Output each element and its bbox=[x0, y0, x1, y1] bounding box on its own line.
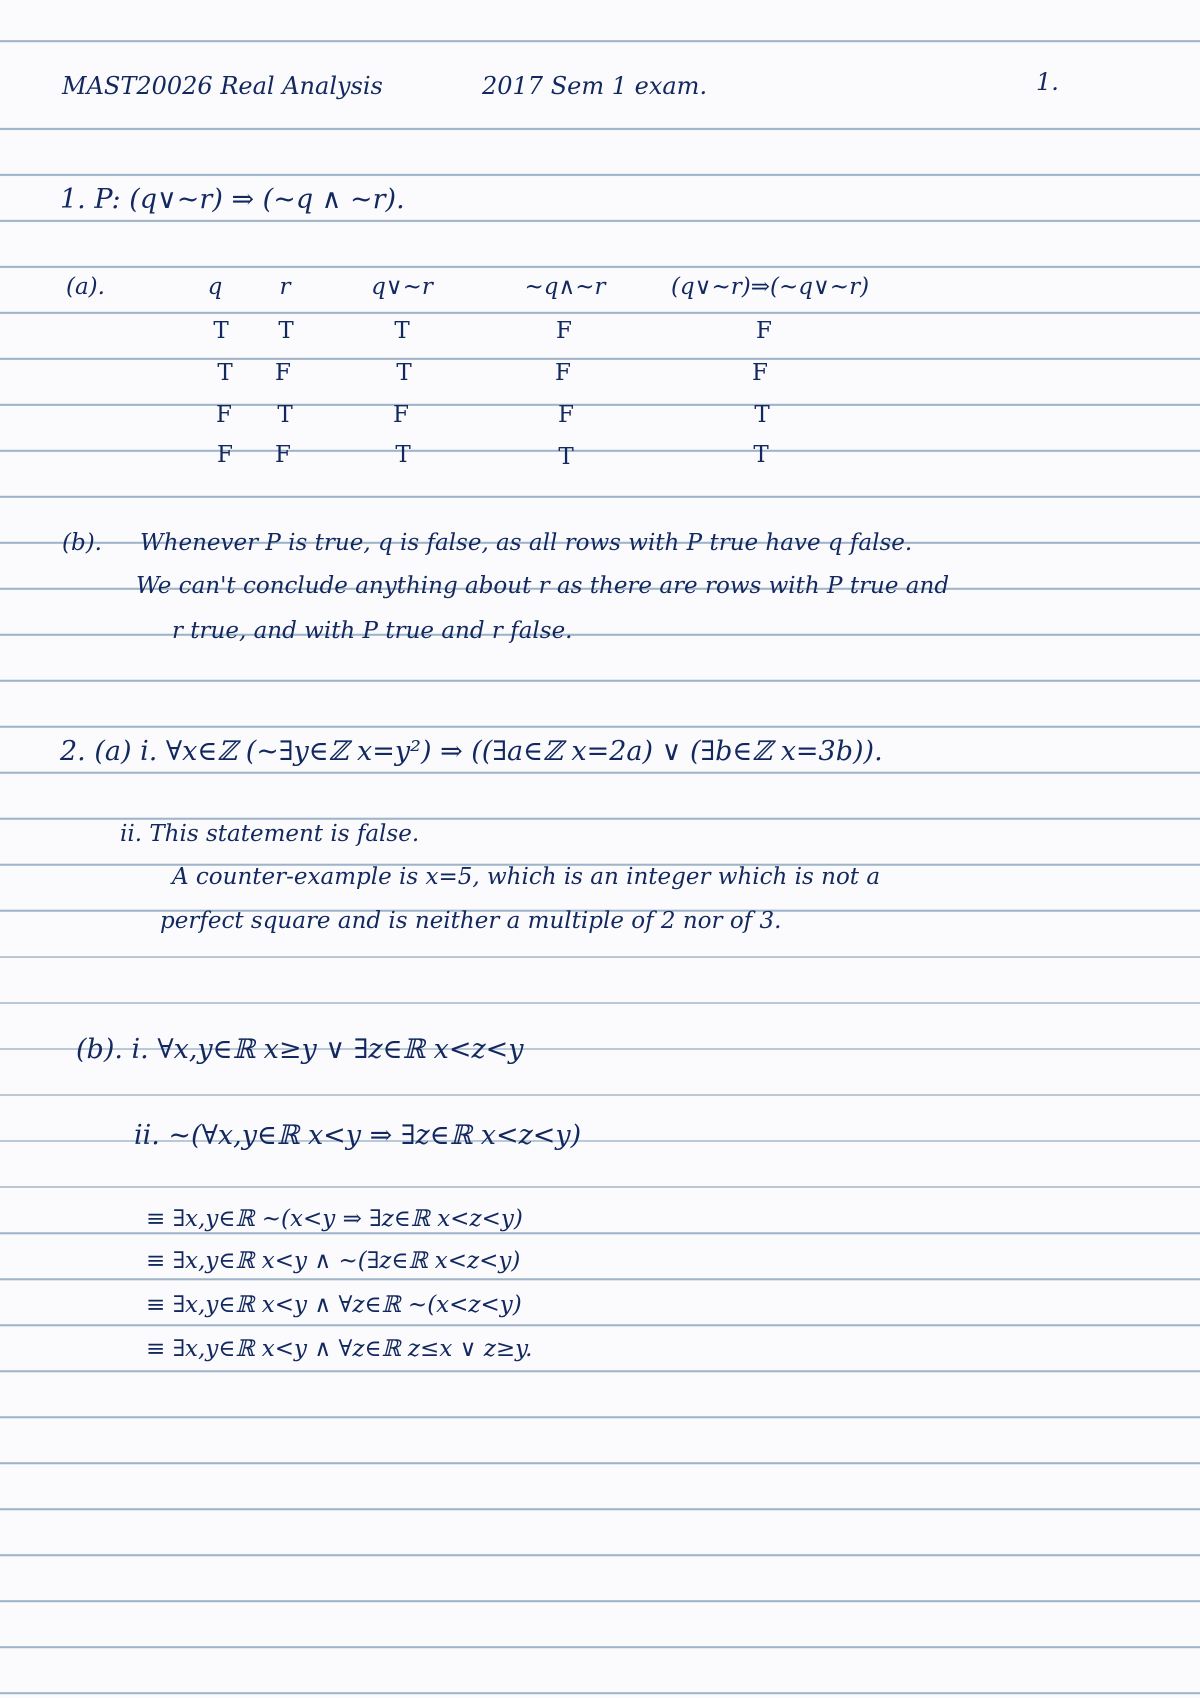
q1-statement: 1. P: (q∨~r) ⇒ (~q ∧ ~r). bbox=[60, 184, 405, 215]
table-header-cell: r bbox=[279, 274, 291, 300]
table-cell: T bbox=[754, 402, 770, 428]
q1-part-a-label: (a). bbox=[66, 274, 105, 300]
answer-line: perfect square and is neither a multiple of 2 nor of 3. bbox=[160, 908, 782, 934]
exam-title: 2017 Sem 1 exam. bbox=[482, 72, 708, 100]
q2-b-i-statement: (b). i. ∀x,y∈ℝ x≥y ∨ ∃z∈ℝ x<z<y bbox=[76, 1034, 524, 1065]
table-header-cell: q bbox=[207, 274, 223, 300]
table-cell: T bbox=[753, 442, 769, 468]
q2-b-ii-statement: ii. ~(∀x,y∈ℝ x<y ⇒ ∃z∈ℝ x<z<y) bbox=[134, 1120, 582, 1151]
q2-a-i-statement: 2. (a) i. ∀x∈ℤ (~∃y∈ℤ x=y²) ⇒ ((∃a∈ℤ x=2a) ∨ (∃b∈ℤ x=3b)). bbox=[60, 736, 883, 767]
answer-line: r true, and with P true and r false. bbox=[172, 618, 573, 644]
derivation-step: ≡ ∃x,y∈ℝ x<y ∧ ~(∃z∈ℝ x<z<y) bbox=[146, 1248, 521, 1274]
derivation-step: ≡ ∃x,y∈ℝ x<y ∧ ∀z∈ℝ ~(x<z<y) bbox=[146, 1292, 522, 1318]
course-title: MAST20026 Real Analysis bbox=[62, 72, 383, 100]
answer-line: A counter-example is x=5, which is an integer which is not a bbox=[172, 864, 881, 890]
answer-line: ii. This statement is false. bbox=[120, 821, 420, 847]
table-cell: F bbox=[752, 360, 768, 386]
page-number: 1. bbox=[1036, 68, 1059, 96]
table-cell: F bbox=[558, 402, 574, 428]
table-cell: T bbox=[396, 360, 412, 386]
answer-line: We can't conclude anything about r as there are rows with P true and bbox=[136, 573, 950, 599]
table-cell: F bbox=[275, 442, 291, 468]
derivation-step: ≡ ∃x,y∈ℝ ~(x<y ⇒ ∃z∈ℝ x<z<y) bbox=[146, 1206, 523, 1232]
table-cell: F bbox=[393, 402, 409, 428]
table-cell: T bbox=[278, 318, 294, 344]
table-cell: T bbox=[213, 318, 229, 344]
table-header-cell: q∨~r bbox=[371, 274, 433, 300]
table-cell: F bbox=[275, 360, 291, 386]
table-cell: F bbox=[556, 318, 572, 344]
q1-part-b-label: (b). bbox=[62, 530, 102, 556]
table-cell: T bbox=[217, 360, 233, 386]
table-cell: F bbox=[555, 360, 571, 386]
table-cell: T bbox=[394, 318, 410, 344]
table-cell: T bbox=[558, 444, 574, 470]
table-cell: F bbox=[217, 442, 233, 468]
derivation-step: ≡ ∃x,y∈ℝ x<y ∧ ∀z∈ℝ z≤x ∨ z≥y. bbox=[146, 1336, 533, 1362]
table-cell: F bbox=[756, 318, 772, 344]
answer-line: Whenever P is true, q is false, as all rows with P true have q false. bbox=[140, 530, 913, 556]
table-header-cell: ~q∧~r bbox=[524, 274, 606, 300]
table-cell: T bbox=[395, 442, 411, 468]
table-cell: T bbox=[277, 402, 293, 428]
table-header-cell: (q∨~r)⇒(~q∨~r) bbox=[670, 274, 870, 300]
table-cell: F bbox=[216, 402, 232, 428]
